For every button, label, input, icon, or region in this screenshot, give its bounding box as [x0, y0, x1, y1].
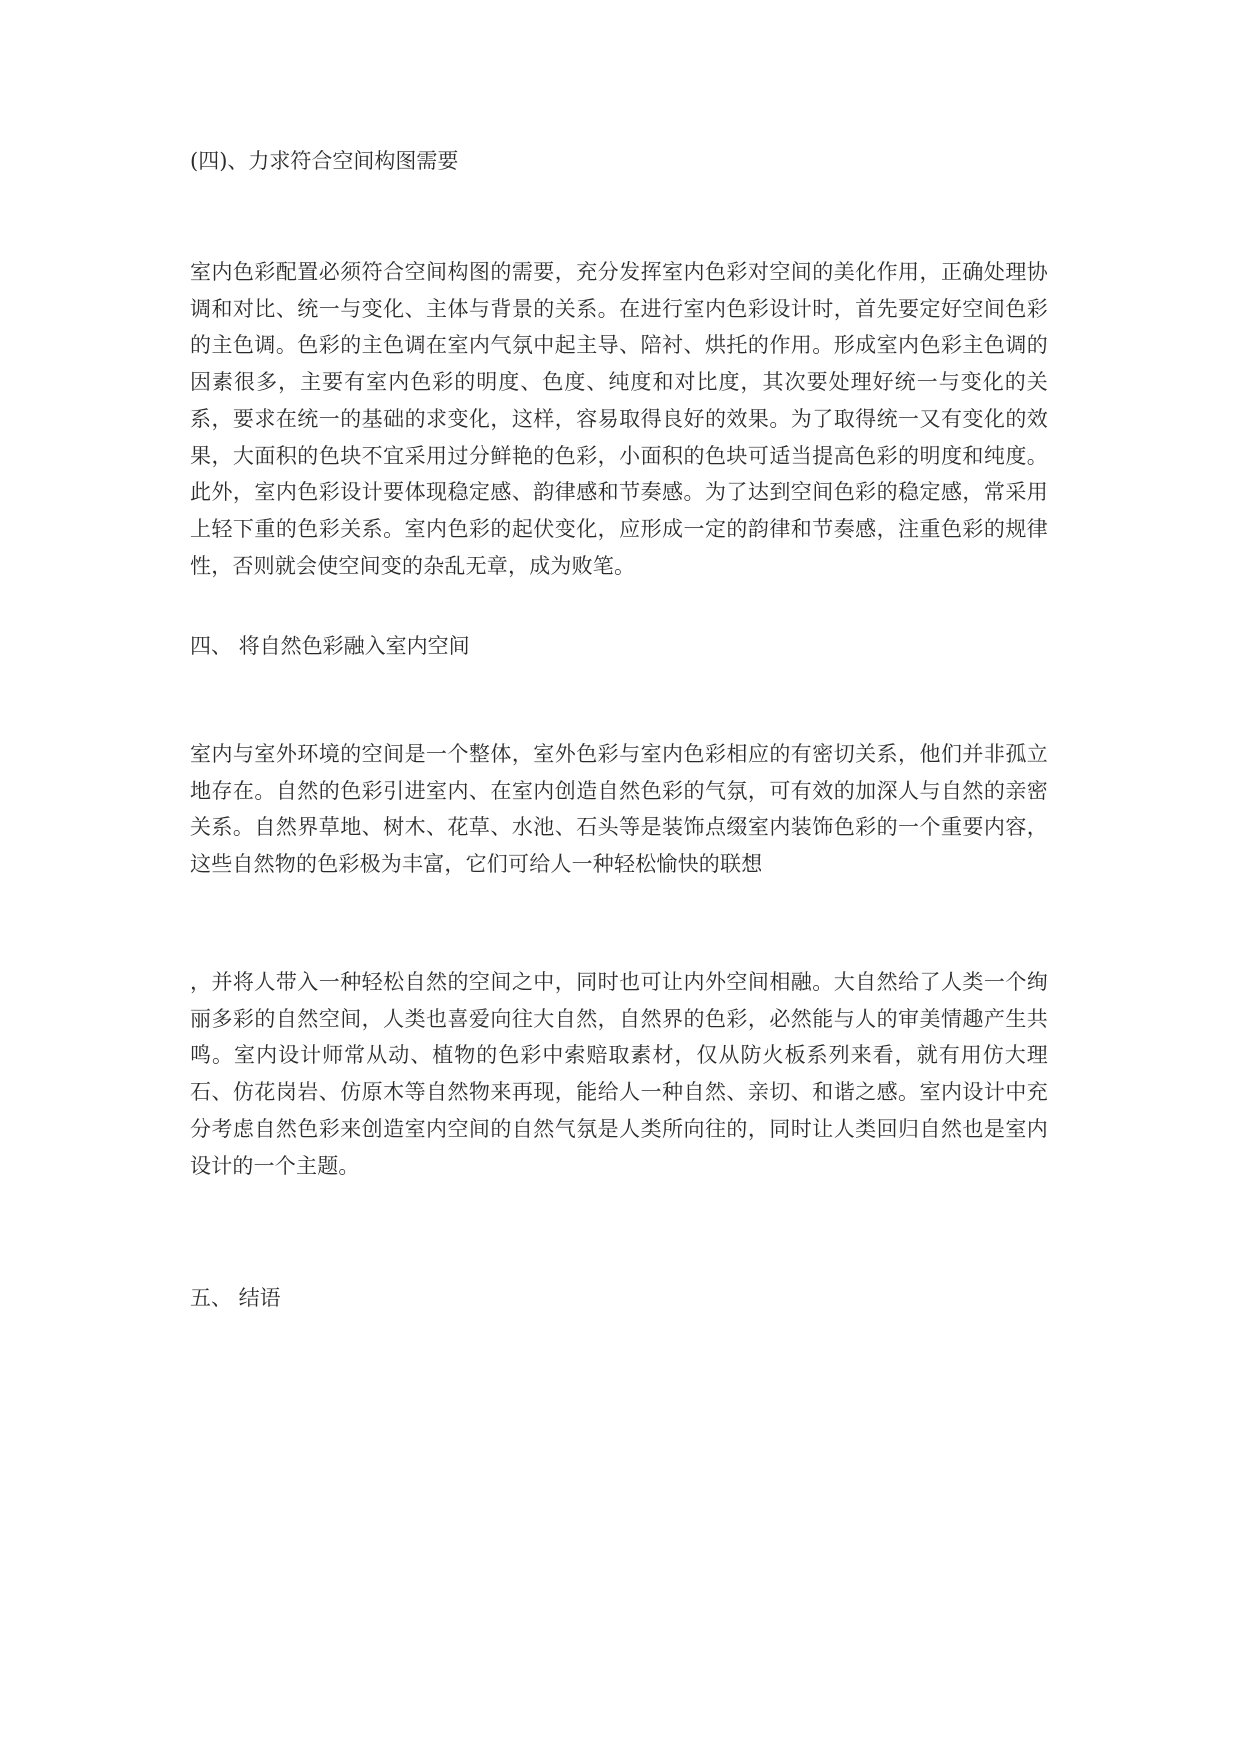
- paragraph-natural-color-intro: 室内与室外环境的空间是一个整体，室外色彩与室内色彩相应的有密切关系，他们并非孤立地存在。自然的色彩引进室内、在室内创造自然色彩的气氛，可有效的加深人与自然的亲密关系。自然界草地、树木、花草、水池、石头等是装饰点缀室内装饰色彩的一个重要内容，这些自然物的色彩极为丰富，它们可给人一种轻松愉快的联想: [190, 742, 1048, 877]
- section-five-heading: 五、 结语: [190, 1286, 281, 1310]
- section-four-heading: 四、 将自然色彩融入室内空间: [190, 634, 470, 658]
- paragraph-natural-color-continued: ，并将人带入一种轻松自然的空间之中，同时也可让内外空间相融。大自然给了人类一个绚丽多彩的自然空间，人类也喜爱向往大自然，自然界的色彩，必然能与人的审美情趣产生共鸣。室内设计师常从动、植物的色彩中索赔取素材，仅从防火板系列来看，就有用仿大理石、仿花岗岩、仿原木等自然物来再现，能给人一种自然、亲切、和谐之感。室内设计中充分考虑自然色彩来创造室内空间的自然气氛是人类所向往的，同时让人类回归自然也是室内设计的一个主题。: [190, 970, 1048, 1178]
- subheading-four: (四)、力求符合空间构图需要: [190, 149, 459, 173]
- paragraph-color-composition: 室内色彩配置必须符合空间构图的需要，充分发挥室内色彩对空间的美化作用，正确处理协调和对比、统一与变化、主体与背景的关系。在进行室内色彩设计时，首先要定好空间色彩的主色调。色彩的主色调在室内气氛中起主导、陪衬、烘托的作用。形成室内色彩主色调的因素很多，主要有室内色彩的明度、色度、纯度和对比度，其次要处理好统一与变化的关系，要求在统一的基础的求变化，这样，容易取得良好的效果。为了取得统一又有变化的效果，大面积的色块不宜采用过分鲜艳的色彩，小面积的色块可适当提高色彩的明度和纯度。此外，室内色彩设计要体现稳定感、韵律感和节奏感。为了达到空间色彩的稳定感，常采用上轻下重的色彩关系。室内色彩的起伏变化，应形成一定的韵律和节奏感，注重色彩的规律性，否则就会使空间变的杂乱无章，成为败笔。: [190, 260, 1048, 578]
